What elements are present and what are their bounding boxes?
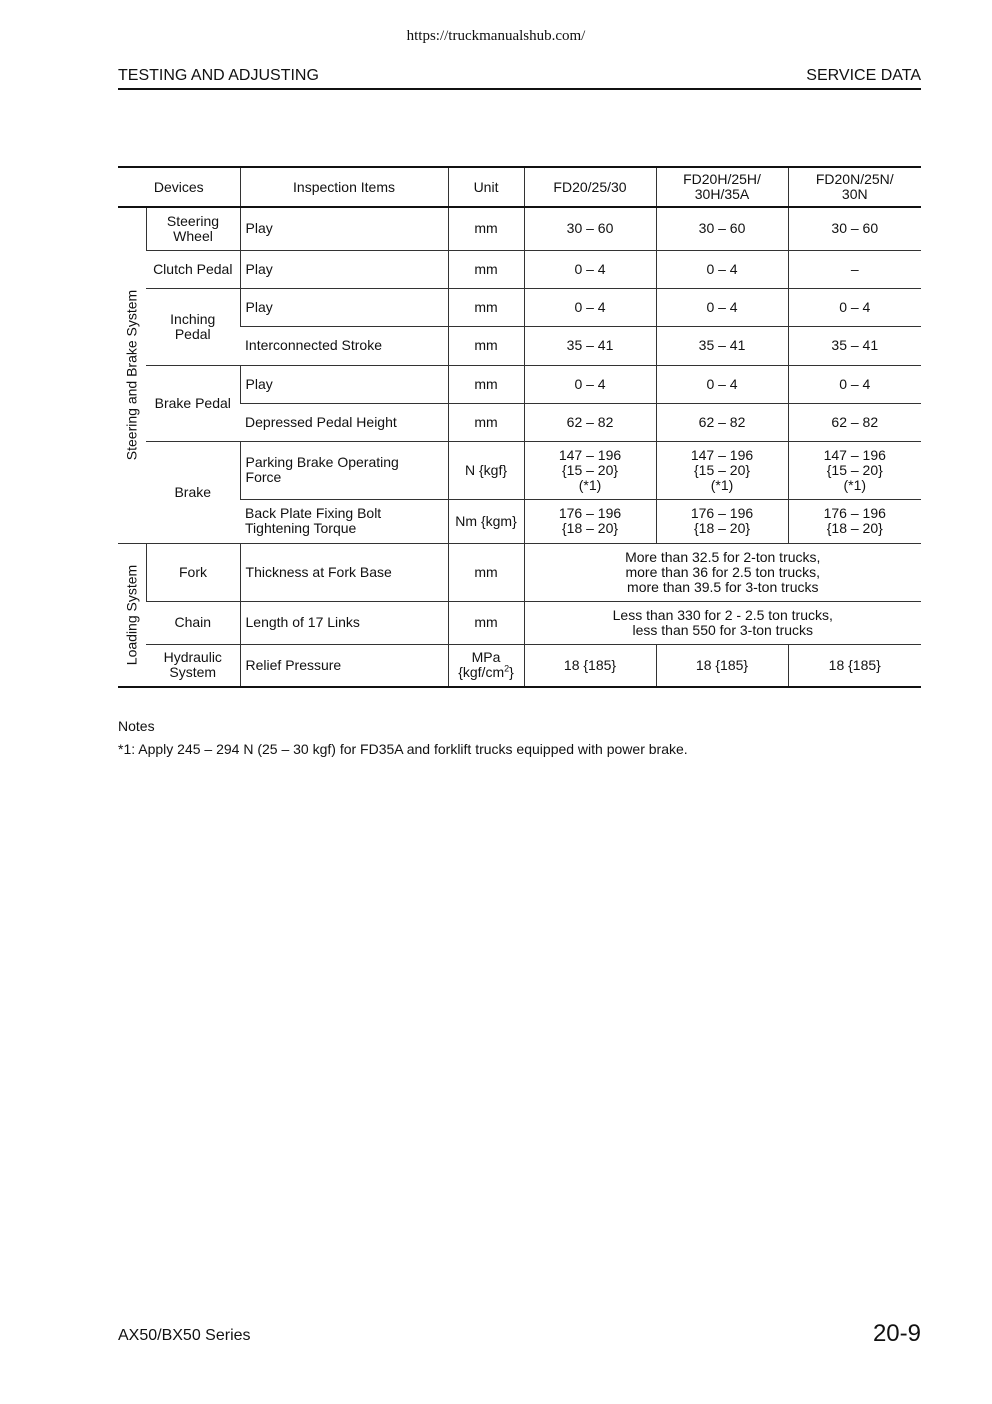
header-model-fd20n: FD20N/25N/ 30N bbox=[788, 167, 921, 207]
item-cell: Play bbox=[240, 288, 448, 326]
value-cell: 62 – 82 bbox=[656, 403, 788, 441]
value-cell: 30 – 60 bbox=[524, 207, 656, 250]
item-cell: Play bbox=[240, 250, 448, 288]
device-brake: Brake bbox=[146, 441, 240, 543]
device-inching-pedal: Inching Pedal bbox=[146, 288, 240, 365]
value-cell: 0 – 4 bbox=[656, 365, 788, 403]
unit-cell: MPa $\{kgf/cm^2\}$ bbox=[448, 644, 524, 687]
footer-series: AX50/BX50 Series bbox=[118, 1327, 251, 1344]
table-row bbox=[118, 543, 921, 601]
unit-cell: mm bbox=[448, 543, 524, 601]
section-subtitle: SERVICE DATA bbox=[806, 67, 921, 84]
unit-cell: mm bbox=[448, 326, 524, 365]
header-model-fd20-25-30: FD20/25/30 bbox=[524, 167, 656, 207]
section-title: TESTING AND ADJUSTING bbox=[118, 67, 319, 84]
value-cell: More than 32.5 for 2-ton trucks, more than 36 for 2.5 ton trucks, more than 39.5 for 3-ton trucks bbox=[524, 543, 921, 601]
value-cell: 30 – 60 bbox=[656, 207, 788, 250]
value-cell: 35 – 41 bbox=[524, 326, 656, 365]
device-fork: Fork bbox=[146, 543, 240, 601]
header-devices: Devices bbox=[118, 167, 240, 207]
value-cell: 30 – 60 bbox=[788, 207, 921, 250]
table-row bbox=[118, 365, 921, 403]
header-rule bbox=[118, 88, 921, 90]
item-cell: Play bbox=[240, 365, 448, 403]
value-cell: 18 {185} bbox=[788, 644, 921, 687]
table-row bbox=[118, 601, 921, 644]
item-cell: Relief Pressure bbox=[240, 644, 448, 687]
value-cell: 0 – 4 bbox=[788, 288, 921, 326]
value-cell: 147 – 196 {15 – 20} (*1) bbox=[656, 441, 788, 499]
value-cell: 0 – 4 bbox=[788, 365, 921, 403]
device-brake-pedal: Brake Pedal bbox=[146, 365, 240, 441]
device-chain: Chain bbox=[146, 601, 240, 644]
value-cell: 0 – 4 bbox=[524, 288, 656, 326]
unit-cell: mm bbox=[448, 288, 524, 326]
value-cell: 35 – 41 bbox=[656, 326, 788, 365]
unit-cell: mm bbox=[448, 207, 524, 250]
item-cell: Back Plate Fixing Bolt Tightening Torque bbox=[240, 499, 448, 543]
item-cell: Thickness at Fork Base bbox=[240, 543, 448, 601]
header-unit: Unit bbox=[448, 167, 524, 207]
value-cell: 176 – 196 {18 – 20} bbox=[524, 499, 656, 543]
item-cell: Depressed Pedal Height bbox=[240, 403, 448, 441]
item-cell: Parking Brake Operating Force bbox=[240, 441, 448, 499]
item-cell: Interconnected Stroke bbox=[240, 326, 448, 365]
table-row bbox=[118, 644, 921, 687]
unit-cell: mm bbox=[448, 365, 524, 403]
group-loading: Loading System bbox=[118, 543, 146, 687]
notes-heading: Notes bbox=[118, 718, 155, 734]
value-cell: 176 – 196 {18 – 20} bbox=[788, 499, 921, 543]
value-cell: 0 – 4 bbox=[656, 250, 788, 288]
value-cell: 0 – 4 bbox=[524, 250, 656, 288]
value-cell: Less than 330 for 2 - 2.5 ton trucks, less than 550 for 3-ton trucks bbox=[524, 601, 921, 644]
unit-cell: N {kgf} bbox=[448, 441, 524, 499]
device-steering-wheel: Steering Wheel bbox=[146, 207, 240, 250]
unit-cell: mm bbox=[448, 403, 524, 441]
device-hydraulic-system: Hydraulic System bbox=[146, 644, 240, 687]
source-url[interactable]: https://truckmanualshub.com/ bbox=[406, 28, 586, 44]
item-cell: Play bbox=[240, 207, 448, 250]
table-row bbox=[118, 288, 921, 326]
table-row bbox=[118, 207, 921, 250]
value-cell: 0 – 4 bbox=[524, 365, 656, 403]
unit-cell: Nm {kgm} bbox=[448, 499, 524, 543]
page-number: 20-9 bbox=[872, 1320, 921, 1347]
value-cell: – bbox=[788, 250, 921, 288]
value-cell: 176 – 196 {18 – 20} bbox=[656, 499, 788, 543]
value-cell: 147 – 196 {15 – 20} (*1) bbox=[788, 441, 921, 499]
item-cell: Length of 17 Links bbox=[240, 601, 448, 644]
value-cell: 62 – 82 bbox=[524, 403, 656, 441]
group-steering-brake: Steering and Brake System bbox=[118, 207, 146, 543]
value-cell: 35 – 41 bbox=[788, 326, 921, 365]
unit-cell: mm bbox=[448, 250, 524, 288]
table-header-row bbox=[118, 167, 921, 207]
note-item: *1: Apply 245 – 294 N (25 – 30 kgf) for FD35A and forklift trucks equipped with power brake. bbox=[118, 741, 688, 757]
unit-cell: mm bbox=[448, 601, 524, 644]
value-cell: 18 {185} bbox=[524, 644, 656, 687]
header-inspection-items: Inspection Items bbox=[240, 167, 448, 207]
value-cell: 62 – 82 bbox=[788, 403, 921, 441]
device-clutch-pedal: Clutch Pedal bbox=[146, 250, 240, 288]
service-data-table bbox=[118, 166, 921, 688]
value-cell: 0 – 4 bbox=[656, 288, 788, 326]
table-row bbox=[118, 250, 921, 288]
header-model-fd20h: FD20H/25H/ 30H/35A bbox=[656, 167, 788, 207]
value-cell: 18 {185} bbox=[656, 644, 788, 687]
value-cell: 147 – 196 {15 – 20} (*1) bbox=[524, 441, 656, 499]
table-row bbox=[118, 441, 921, 499]
